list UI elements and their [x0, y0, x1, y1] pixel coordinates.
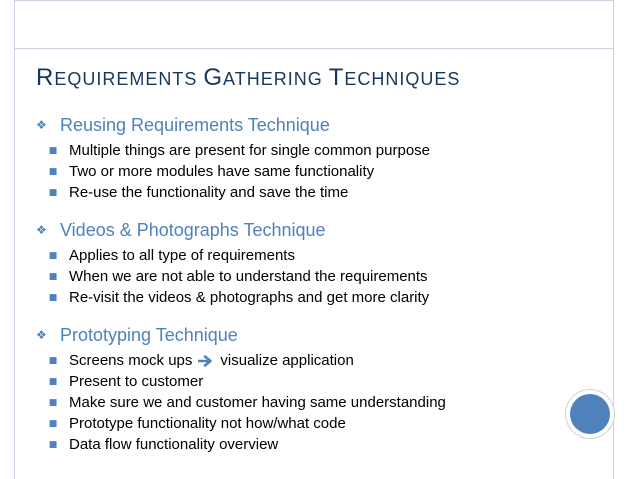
- bullet-list: [36, 350, 596, 455]
- section-heading-row: [36, 322, 596, 348]
- title-rest-3: ECHNIQUES: [344, 69, 461, 89]
- title-cap-2: G: [203, 64, 224, 91]
- square-bullet-icon: ■: [48, 418, 58, 429]
- square-bullet-icon: ■: [48, 187, 58, 198]
- diamond-bullet-icon: ❖: [36, 328, 47, 342]
- frame-top-line: [14, 0, 614, 1]
- list-item-text: Multiple things are present for single common purpose: [69, 142, 431, 159]
- list-item-text: Re-visit the videos & photographs and get more clarity: [69, 289, 430, 306]
- list-item: [36, 434, 596, 455]
- list-item-text: [69, 352, 354, 369]
- list-item-text: Make sure we and customer having same understanding: [69, 394, 446, 411]
- frame-left-line: [14, 0, 15, 479]
- diamond-bullet-icon: ❖: [36, 118, 47, 132]
- right-arrow-icon: [198, 355, 214, 367]
- list-item: [36, 371, 596, 392]
- square-bullet-icon: ■: [48, 355, 58, 366]
- diamond-bullet-icon: ❖: [36, 223, 47, 237]
- list-item: [36, 140, 596, 161]
- section-reusing-requirements: [36, 112, 596, 203]
- slide-content: [36, 112, 596, 455]
- square-bullet-icon: ■: [48, 166, 58, 177]
- square-bullet-icon: ■: [48, 397, 58, 408]
- square-bullet-icon: ■: [48, 376, 58, 387]
- slide-title: [36, 64, 460, 92]
- section-heading-row: [36, 217, 596, 243]
- list-item: [36, 287, 596, 308]
- section-videos-photographs: [36, 217, 596, 308]
- list-item-text: Data flow functionality overview: [69, 436, 279, 453]
- section-heading: Videos & Photographs Technique: [60, 219, 326, 240]
- title-cap-3: T: [328, 64, 345, 91]
- list-item: [36, 413, 596, 434]
- bullet-list: [36, 140, 596, 203]
- bullet-list: [36, 245, 596, 308]
- square-bullet-icon: ■: [48, 271, 58, 282]
- list-item-text: Applies to all type of requirements: [69, 247, 295, 264]
- section-heading: Reusing Requirements Technique: [60, 114, 330, 135]
- list-item: [36, 392, 596, 413]
- list-item: [36, 245, 596, 266]
- list-item-text-lead: Screens mock ups: [69, 352, 193, 369]
- list-item-text: Re-use the functionality and save the time: [69, 184, 349, 201]
- list-item-text: When we are not able to understand the requirements: [69, 268, 428, 285]
- title-rest-1: EQUIREMENTS: [54, 69, 204, 89]
- list-item: [36, 266, 596, 287]
- square-bullet-icon: ■: [48, 145, 58, 156]
- list-item-text: Present to customer: [69, 373, 204, 390]
- decorative-circle: [570, 394, 610, 434]
- list-item: [36, 161, 596, 182]
- title-cap-1: R: [36, 64, 55, 91]
- square-bullet-icon: ■: [48, 292, 58, 303]
- section-heading-row: [36, 112, 596, 138]
- list-item-text-tail: visualize application: [220, 352, 354, 369]
- list-item: [36, 350, 596, 371]
- list-item-text: Two or more modules have same functionality: [69, 163, 375, 180]
- title-rest-2: ATHERING: [223, 69, 329, 89]
- title-rule: [14, 48, 614, 49]
- square-bullet-icon: ■: [48, 250, 58, 261]
- section-heading: Prototyping Technique: [60, 324, 238, 345]
- list-item-text: Prototype functionality not how/what code: [69, 415, 346, 432]
- square-bullet-icon: ■: [48, 439, 58, 450]
- frame-right-line: [613, 0, 614, 479]
- list-item: [36, 182, 596, 203]
- section-prototyping: [36, 322, 596, 455]
